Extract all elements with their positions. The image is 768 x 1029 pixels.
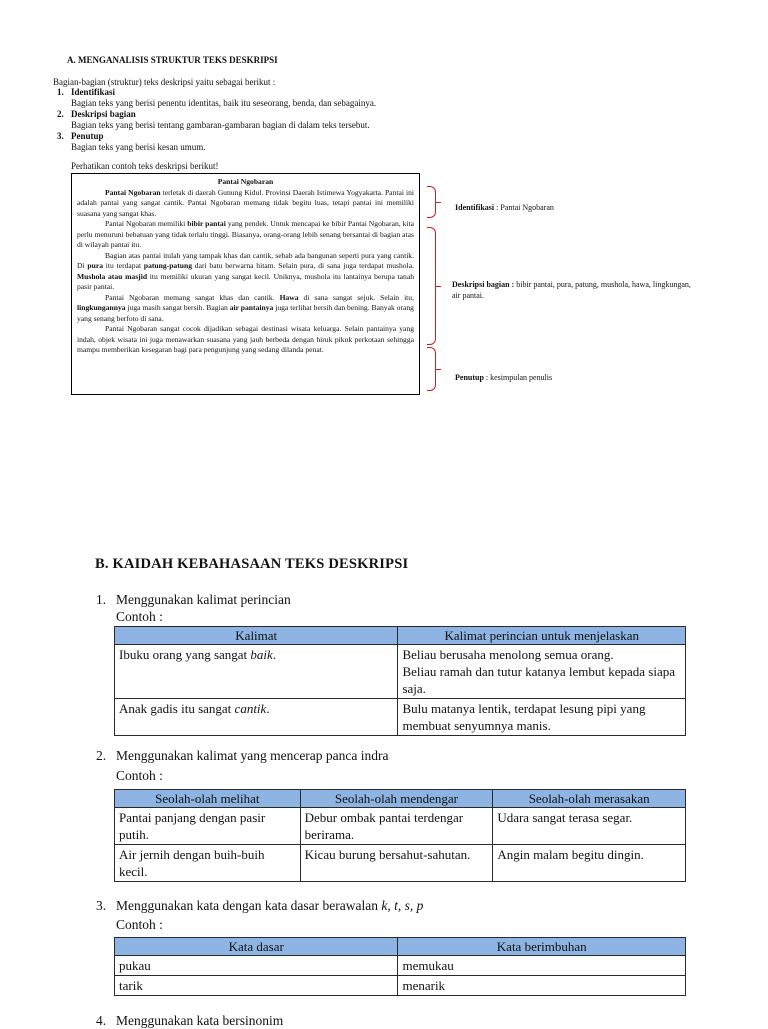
table-cell: Kicau burung bersahut-sahutan. [300, 845, 493, 882]
column-header: Kalimat [115, 627, 398, 645]
item-number: 2. [57, 109, 64, 119]
section-a-intro: Bagian-bagian (struktur) teks deskripsi yaitu sebagai berikut : [53, 77, 276, 87]
table-row [115, 808, 686, 845]
item-description: Bagian teks yang berisi kesan umum. [71, 141, 206, 152]
brace-identifikasi [427, 186, 436, 218]
example-paragraph-1: Pantai Ngobaran terletak di daerah Gunung Kidul. Provinsi Daerah Istimewa Yogyakarta. Pantai ini adalah pantai yang sangat cantik. Pantai Ngobaran memang tidak begitu luas, tetapi pantai ini memiliki suasana yang sangat khas. [77, 187, 414, 218]
item-number: 1. [57, 87, 64, 97]
list-item [57, 109, 437, 130]
item-title: Identifikasi [71, 87, 116, 97]
table-header-row [115, 938, 686, 956]
table-cell: Air jernih dengan buih-buih kecil. [115, 845, 301, 882]
item-title: Deskripsi bagian [71, 109, 136, 119]
rule-heading-3: 3. Menggunakan kata dengan kata dasar berawalan k, t, s, p [96, 898, 424, 913]
table-row [115, 699, 686, 736]
table-cell: tarik [115, 976, 398, 996]
example-paragraph-5: Pantai Ngobaran sangat cocok dijadikan sebagai destinasi wisata keluarga. Selain pantainya yang indah, objek wisata ini juga menawarkan suasana yang jauh berbeda dengan hiruk pikuk perkotaan sehingga mampu memberikan kesegaran bagi para pengunjung yang sedang dilanda penat. [77, 324, 414, 354]
item-number: 3. [57, 131, 64, 141]
brace-penutup [427, 347, 436, 391]
table-cell: Bulu matanya lentik, terdapat lesung pipi yang membuat senyumnya manis. [398, 699, 686, 736]
item-description: Bagian teks yang berisi penentu identitas, baik itu seseorang, benda, dan sebagainya. [71, 97, 377, 108]
table-row [115, 956, 686, 976]
annotation-identifikasi: Identifikasi : Pantai Ngobaran [455, 203, 554, 212]
contoh-label: Contoh : [116, 609, 163, 624]
table-panca-indra [114, 789, 686, 882]
column-header: Kata dasar [115, 938, 398, 956]
table-header-row [115, 627, 686, 645]
example-title: Pantai Ngobaran [217, 177, 274, 186]
list-item [57, 131, 437, 152]
rule-heading-1: 1. Menggunakan kalimat perincian [96, 592, 291, 607]
example-text-box [71, 173, 420, 395]
list-item [57, 87, 437, 108]
rule-heading-2: 2. Menggunakan kalimat yang mencerap panca indra [96, 748, 389, 763]
example-instruction: Perhatikan contoh teks deskripsi berikut! [71, 161, 219, 171]
example-paragraph-4: Pantai Ngobaran memang sangat khas dan cantik. Hawa di sana sangat sejuk. Selain itu, lingkungannya juga masih sangat bersih. Bagian air pantainya juga terlihat bersih dan bening. Banyak orang yang senang berfoto di sana. [77, 292, 414, 323]
annotation-penutup: Penutup : kesimpulan penulis [455, 373, 553, 382]
rule-heading-4: 4. Menggunakan kata bersinonim [96, 1013, 284, 1028]
table-cell: Ibuku orang yang sangat baik. [115, 645, 398, 699]
column-header: Seolah-olah mendengar [300, 790, 493, 808]
brace-deskripsi [427, 227, 436, 345]
table-row [115, 845, 686, 882]
table-cell: Anak gadis itu sangat cantik. [115, 699, 398, 736]
example-paragraph-3: Bagian atas pantai itulah yang tampak khas dan cantik, sebab ada bangunan seperti pura yang cantik. Di pura itu terdapat patung-patung dari batu berwarna hitam. Selain pura, di sana juga terdapat mushola. Mushola atau masjid itu memiliki ukuran yang sangat kecil. Uniknya, mushola itu lantainya berupa tanah pasir pantai. [77, 250, 415, 291]
table-header-row [115, 790, 686, 808]
section-a-title: A. MENGANALISIS STRUKTUR TEKS DESKRIPSI [67, 55, 278, 65]
column-header: Kata berimbuhan [398, 938, 686, 956]
table-cell: pukau [115, 956, 398, 976]
table-kata-berimbuhan [114, 937, 686, 996]
table-cell: Pantai panjang dengan pasir putih. [115, 808, 301, 845]
contoh-label: Contoh : [116, 768, 163, 783]
section-b-title: B. KAIDAH KEBAHASAAN TEKS DESKRIPSI [95, 556, 409, 572]
table-row [115, 976, 686, 996]
table-cell: menarik [398, 976, 686, 996]
column-header: Seolah-olah melihat [115, 790, 301, 808]
table-cell: Beliau berusaha menolong semua orang. Beliau ramah dan tutur katanya lembut kepada siapa saja. [398, 645, 686, 699]
column-header: Seolah-olah merasakan [493, 790, 686, 808]
item-title: Penutup [71, 131, 104, 141]
table-cell: memukau [398, 956, 686, 976]
structure-list [57, 87, 437, 152]
table-cell: Angin malam begitu dingin. [493, 845, 686, 882]
example-paragraph-2: Pantai Ngobaran memiliki bibir pantai yang pendek. Untuk mencapai ke bibir Pantai Ngobaran, kita perlu menuruni bebatuan yang tidak terlalu tinggi. Biasanya, orang-orang lebih senang bersantai di bagian atas di wilayah pantai itu. [77, 219, 415, 249]
table-cell: Udara sangat terasa segar. [493, 808, 686, 845]
table-cell: Debur ombak pantai terdengar berirama. [300, 808, 493, 845]
table-row [115, 645, 686, 699]
item-description: Bagian teks yang berisi tentang gambaran-gambaran bagian di dalam teks tersebut. [71, 119, 370, 130]
table-kalimat-perincian [114, 626, 686, 736]
column-header: Kalimat perincian untuk menjelaskan [398, 627, 686, 645]
annotation-deskripsi: Deskripsi bagian : bibir pantai, pura, patung, mushola, hawa, lingkungan, air pantai. [452, 280, 691, 300]
contoh-label: Contoh : [116, 917, 163, 932]
